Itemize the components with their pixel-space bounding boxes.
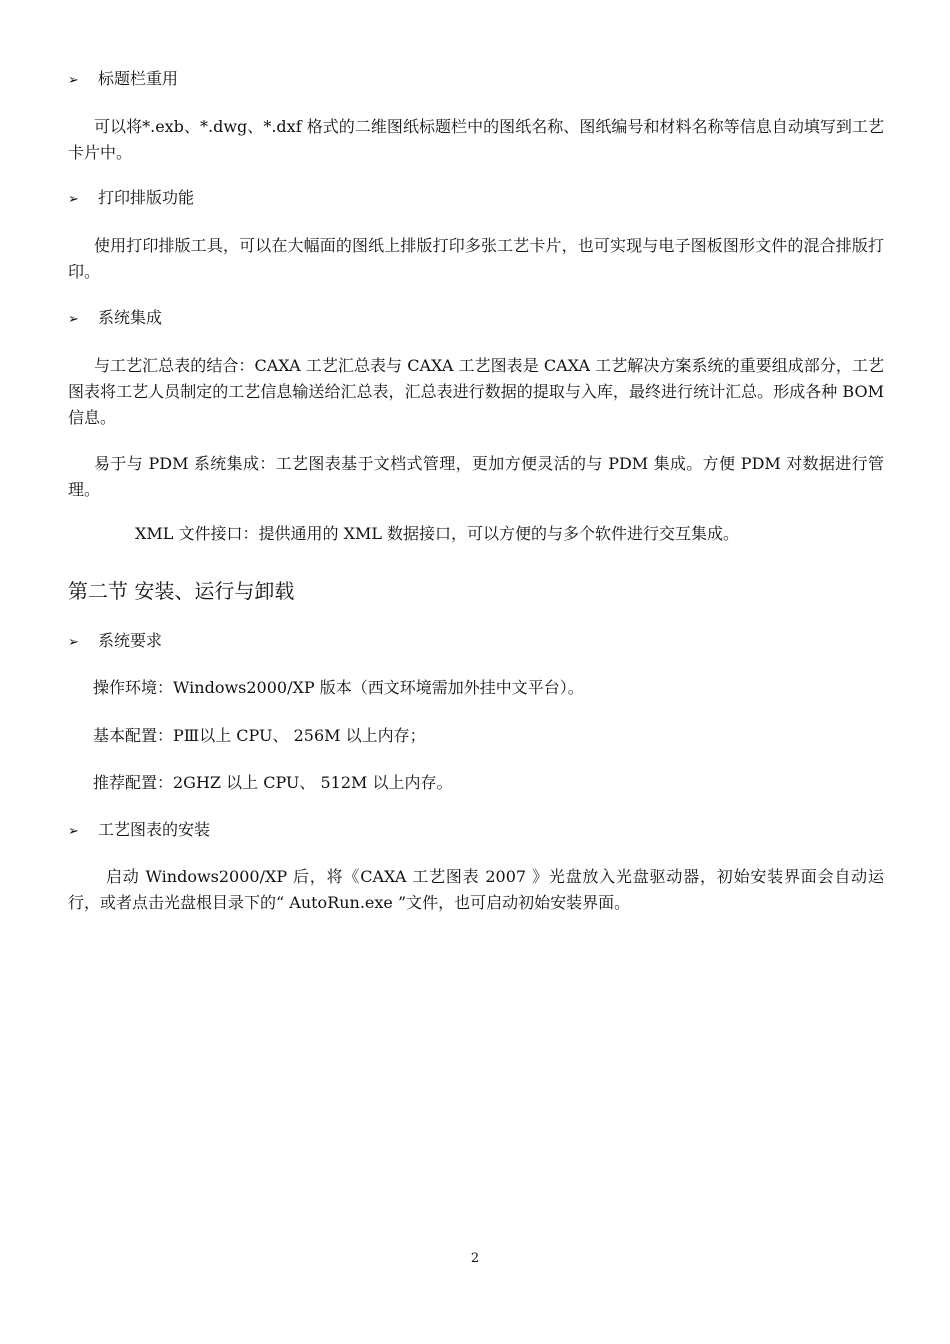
bullet-arrow-icon: ➢ [68,192,79,207]
paragraph-installation: 启动 Windows2000/XP 后，将《CAXA 工艺图表 2007 》光盘放入光盘驱动器，初始安装界面会自动运行，或者点击光盘根目录下的“ AutoRun.exe ”文件，也可启动初始安装界面。 [68,867,884,912]
page-number: 2 [470,1251,480,1266]
paragraph-summary-integration: 与工艺汇总表的结合：CAXA 工艺汇总表与 CAXA 工艺图表是 CAXA 工艺解决方案系统的重要组成部分，工艺图表将工艺人员制定的工艺信息输送给汇总表，汇总表进行数据的提取与入库，最终进行统计汇总。形成各种 BOM 信息。 [68,356,884,427]
bullet-heading [68,819,210,843]
heading-print-layout: 打印排版功能 [98,188,195,207]
bullet-arrow-icon: ➢ [68,73,79,88]
requirement-recommended: 推荐配置：2GHZ 以上 CPU、 512M 以上内存。 [93,773,453,792]
heading-installation: 工艺图表的安装 [98,820,211,839]
requirement-os: 操作环境：Windows2000/XP 版本（西文环境需加外挂中文平台）。 [93,678,584,697]
bullet-arrow-icon: ➢ [68,635,79,650]
paragraph-title-block-reuse: 可以将*.exb、*.dwg、*.dxf 格式的二维图纸标题栏中的图纸名称、图纸编号和材料名称等信息自动填写到工艺卡片中。 [68,117,884,162]
paragraph-print-layout: 使用打印排版工具，可以在大幅面的图纸上排版打印多张工艺卡片，也可实现与电子图板图形文件的混合排版打印。 [68,236,884,281]
bullet-heading [68,68,178,92]
requirement-basic: 基本配置：PⅢ以上 CPU、 256M 以上内存； [93,726,426,745]
paragraph-pdm-integration: 易于与 PDM 系统集成：工艺图表基于文档式管理，更加方便灵活的与 PDM 集成。方便 PDM 对数据进行管理。 [68,454,884,499]
heading-system-integration: 系统集成 [98,308,163,327]
bullet-heading [68,307,162,331]
bullet-arrow-icon: ➢ [68,824,79,839]
chapter-title: 第二节 安装、运行与卸载 [68,579,295,603]
paragraph-xml-interface: XML 文件接口：提供通用的 XML 数据接口，可以方便的与多个软件进行交互集成。 [135,524,740,543]
bullet-heading [68,630,162,654]
heading-system-requirements: 系统要求 [98,631,163,650]
heading-title-block-reuse: 标题栏重用 [98,69,179,88]
bullet-arrow-icon: ➢ [68,312,79,327]
bullet-heading [68,187,194,211]
